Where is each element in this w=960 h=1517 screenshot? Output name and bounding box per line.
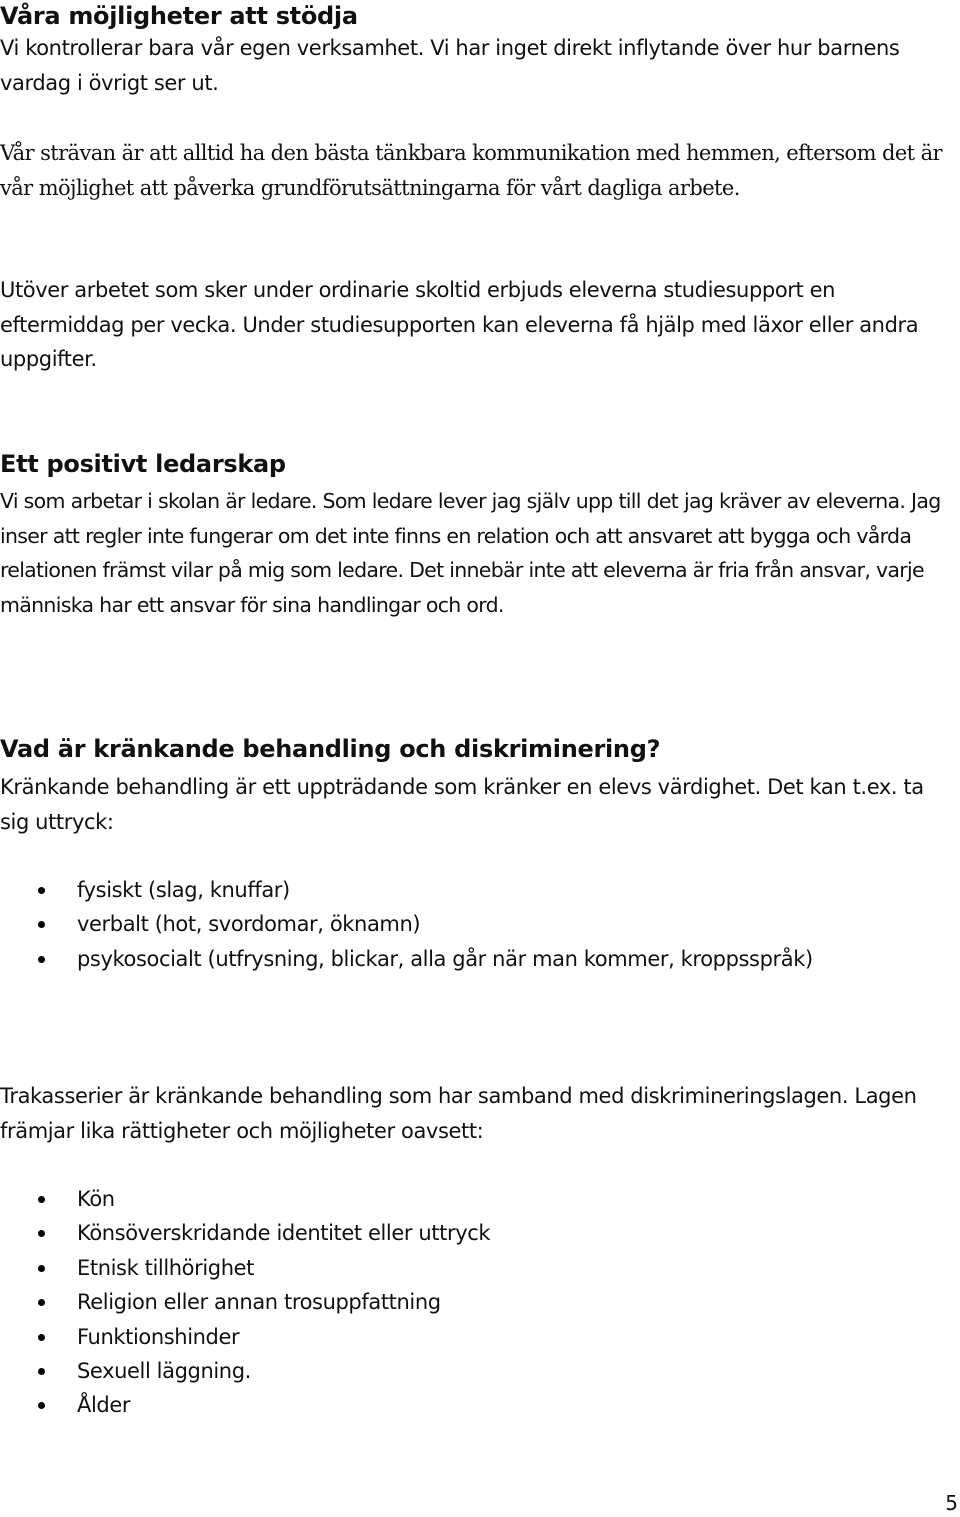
treatment-forms-list — [0, 873, 958, 976]
section-heading-offensive-treatment: Vad är kränkande behandling och diskriminering? — [0, 735, 661, 763]
leadership-paragraph: Vi som arbetar i skolan är ledare. Som ledare lever jag själv upp till det jag kräver av eleverna. Jag inser att regler inte fungerar om det inte finns en relation och att ansvaret att bygga och vårda relationen främst vilar på mig som ledare. Det innebär inte att eleverna är fria från ansvar, varje människa har ett ansvar för sina handlingar och ord. — [0, 489, 941, 617]
list-item: fysiskt (slag, knuffar) — [0, 873, 958, 907]
page-number: 5 — [945, 1491, 958, 1515]
offensive-treatment-intro: Kränkande behandling är ett uppträdande som kränker en elevs värdighet. Det kan t.ex. ta sig uttryck: — [0, 775, 924, 834]
list-item: Ålder — [0, 1388, 958, 1422]
communication-paragraph: Vår strävan är att alltid ha den bästa tänkbara kommunikation med hemmen, eftersom det är vår möjlighet att påverka grundförutsättningarna för vårt dagliga arbete. — [0, 141, 942, 200]
section-heading-leadership: Ett positivt ledarskap — [0, 450, 286, 478]
list-item: Kön — [0, 1182, 958, 1216]
list-item: Religion eller annan trosuppfattning — [0, 1285, 958, 1319]
discrimination-grounds-list — [0, 1182, 958, 1423]
list-item: psykosocialt (utfrysning, blickar, alla går när man kommer, kroppsspråk) — [0, 942, 958, 976]
harassment-paragraph: Trakasserier är kränkande behandling som har samband med diskrimineringslagen. Lagen främjar lika rättigheter och möjligheter oavsett: — [0, 1084, 917, 1143]
section-heading-support: Våra möjligheter att stödja — [0, 2, 358, 30]
list-item: Sexuell läggning. — [0, 1354, 958, 1388]
study-support-paragraph: Utöver arbetet som sker under ordinarie skoltid erbjuds eleverna studiesupport en eftermiddag per vecka. Under studiesupporten kan eleverna få hjälp med läxor eller andra uppgifter. — [0, 278, 919, 371]
support-intro-paragraph: Vi kontrollerar bara vår egen verksamhet. Vi har inget direkt inflytande över hur barnens vardag i övrigt ser ut. — [0, 36, 900, 95]
list-item: Funktionshinder — [0, 1320, 958, 1354]
list-item: Etnisk tillhörighet — [0, 1251, 958, 1285]
list-item: Könsöverskridande identitet eller uttryck — [0, 1216, 958, 1250]
list-item: verbalt (hot, svordomar, öknamn) — [0, 907, 958, 941]
